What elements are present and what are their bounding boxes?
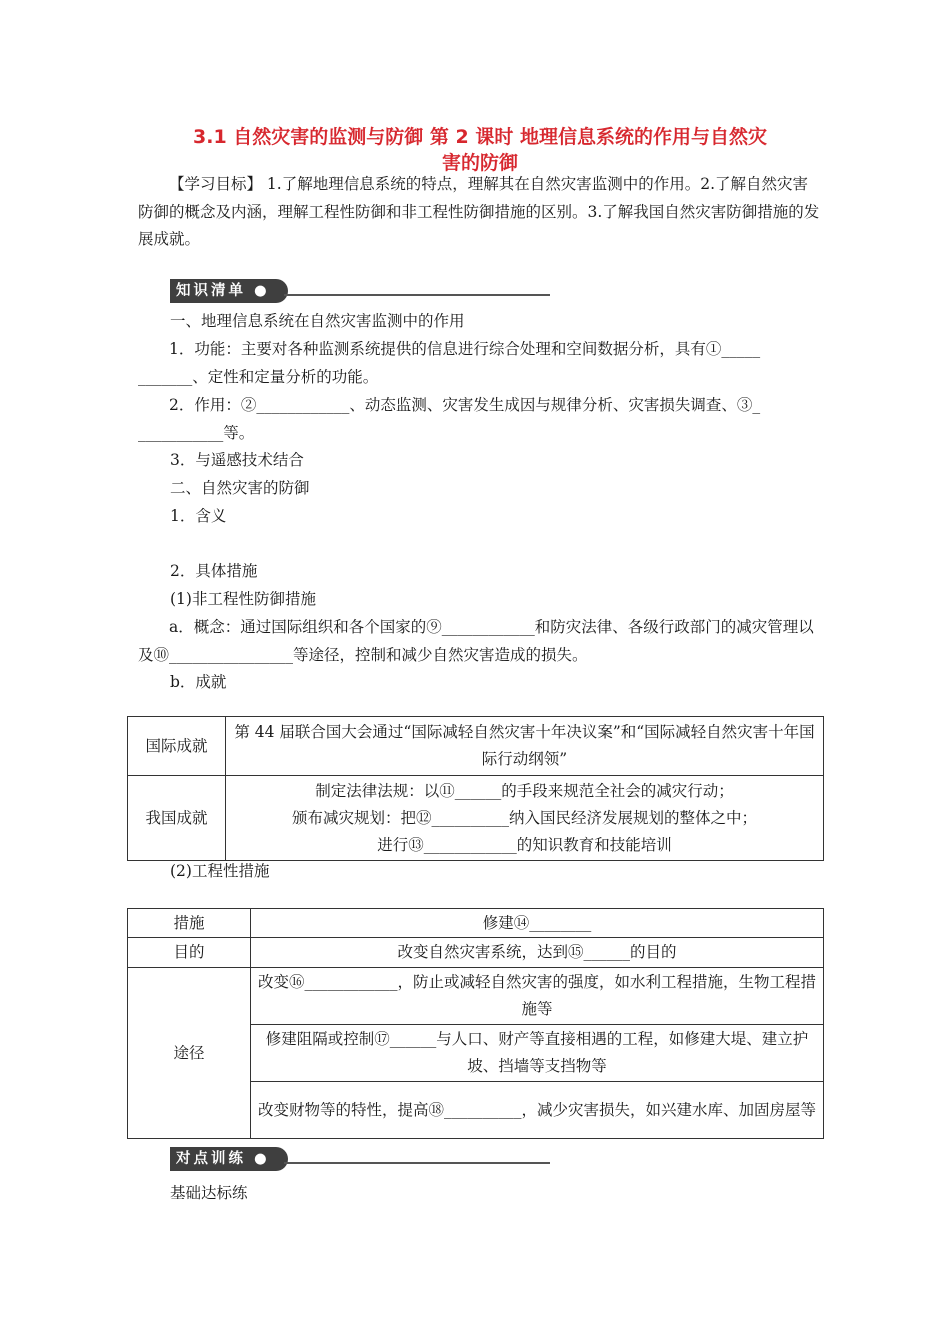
table-cell-text: 改变财物等的特性，提高⑱__________，减少灾害损失，如兴建水库、加固房屋等 <box>251 1082 824 1139</box>
practice-banner <box>170 1147 550 1171</box>
practice-heading: 基础达标练 <box>170 1184 248 1202</box>
section-1-remote-sensing: 3．与遥感技术结合 <box>170 451 304 469</box>
table-cell-label: 我国成就 <box>128 776 226 861</box>
table-cell-text: 第 44 届联合国大会通过“国际减轻自然灾害十年决议案”和“国际减轻自然灾害十年国际行动纲领” <box>226 717 824 776</box>
table-row <box>128 717 824 776</box>
section-1-heading: 一、地理信息系统在自然灾害监测中的作用 <box>170 312 465 330</box>
non-engineering-concept: a．概念：通过国际组织和各个国家的⑨____________和防灾法律、各级行政部门的减灾管理以及⑩________________等途径，控制和减少自然灾害造成的损失。 <box>138 618 814 664</box>
table-cell-label: 目的 <box>128 938 251 968</box>
table-row <box>128 938 824 968</box>
china-achievement-3: 进行⑬____________的知识教育和技能培训 <box>377 835 672 854</box>
table-cell-text: 修建⑭________ <box>251 909 824 938</box>
table-cell-label: 措施 <box>128 909 251 938</box>
table-row <box>128 968 824 1025</box>
achievements-table <box>127 716 824 861</box>
table-cell-text: 改变⑯____________，防止或减轻自然灾害的强度，如水利工程措施，生物工程措施等 <box>251 968 824 1025</box>
table-row <box>128 909 824 938</box>
document-title <box>130 124 830 176</box>
learning-objectives: 【学习目标】 1.了解地理信息系统的特点，理解其在自然灾害监测中的作用。2.了解自然灾害防御的概念及内涵，理解工程性防御和非工程性防御措施的区别。3.了解我国自然灾害防御措施的发展成就。 <box>138 175 820 248</box>
section-2-heading: 二、自然灾害的防御 <box>170 479 310 497</box>
title-line-2: 害的防御 <box>441 152 518 174</box>
banner-rule <box>284 294 550 296</box>
title-line-1: 3.1 自然灾害的监测与防御 第 2 课时 地理信息系统的作用与自然灾 <box>193 126 767 148</box>
table-cell-label: 途径 <box>128 968 251 1139</box>
engineering-heading: (2)工程性措施 <box>170 862 270 880</box>
table-cell-text: 改变自然灾害系统，达到⑮______的目的 <box>251 938 824 968</box>
table-cell-label: 国际成就 <box>128 717 226 776</box>
section-2-measures: 2．具体措施 <box>170 562 258 580</box>
section-1-role: 2．作用：②____________、动态监测、灾害发生成因与规律分析、灾害损失调查、③_ ___________等。 <box>138 396 761 442</box>
section-2-meaning: 1．含义 <box>170 507 227 525</box>
engineering-table <box>127 908 824 1139</box>
banner-rule <box>284 1162 550 1164</box>
table-cell-text: 修建阻隔或控制⑰______与人口、财产等直接相遇的工程，如修建大堤、建立护坡、挡墙等支挡物等 <box>251 1025 824 1082</box>
achievements-heading: b．成就 <box>170 673 227 691</box>
table-cell-text <box>226 776 824 861</box>
practice-banner-label: 对点训练 ● <box>170 1147 288 1171</box>
table-row <box>128 776 824 861</box>
non-engineering-heading: (1)非工程性防御措施 <box>170 590 316 608</box>
china-achievement-1: 制定法律法规：以⑪______的手段来规范全社会的减灾行动； <box>315 781 734 800</box>
section-1-function: 1．功能：主要对各种监测系统提供的信息进行综合处理和空间数据分析，具有①_____ _______、定性和定量分析的功能。 <box>138 340 761 386</box>
knowledge-banner <box>170 279 550 303</box>
knowledge-banner-label: 知识清单 ● <box>170 279 288 303</box>
china-achievement-2: 颁布减灾规划：把⑫__________纳入国民经济发展规划的整体之中； <box>291 808 757 827</box>
